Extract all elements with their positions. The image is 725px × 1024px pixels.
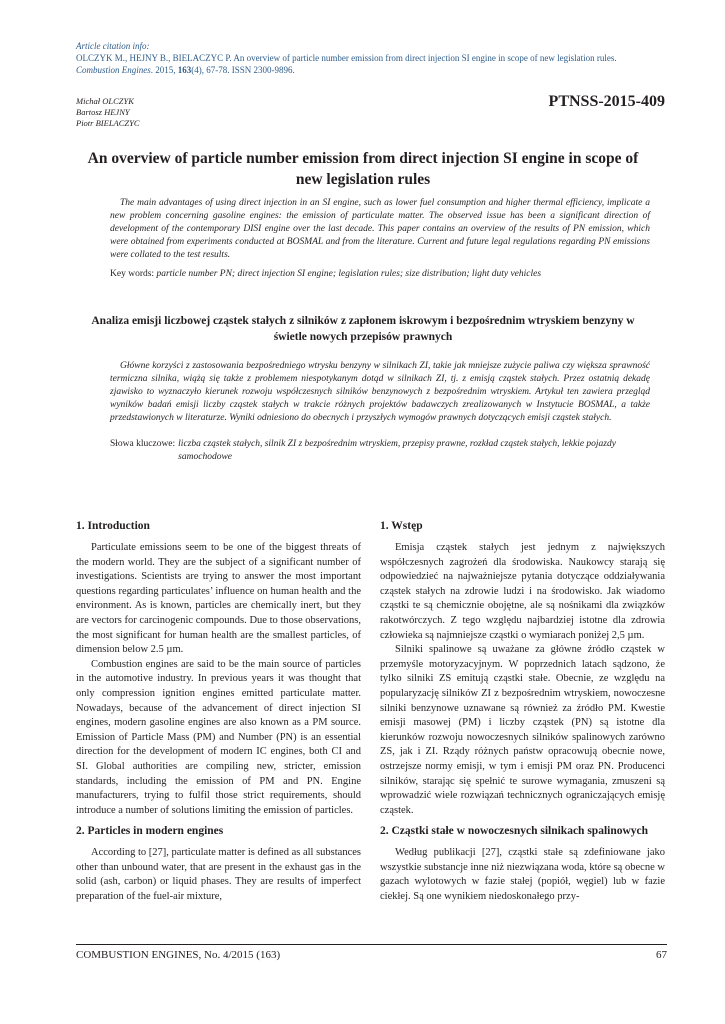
section-heading-czastki: 2. Cząstki stałe w nowoczesnych silnikach spalinowych [380, 825, 649, 838]
keywords-label: Key words: [110, 269, 157, 279]
paragraph: Według publikacji [27], cząstki stałe są zdefiniowane jako wszystkie substancje inne niż niezwiązana woda, które są obecne w gazach wylotowych w fazie stałej (popiół, węgiel) lub w fazie ciekłej. Są one wynikiem niedoskonałego przy- [380, 847, 665, 903]
abstract: The main advantages of using direct injection in an SI engine, such as lower fuel consumption and higher thermal efficiency, implicate a new problem concerning gasoline engines: the emission of particulate matter. The observed issue has been a significant direction of development of the contemporary DISI engine over the last decade. This paper contains an overview of the results of PN emission, which were obtained from experiments conducted at BOSMAL and from the literature. Current and future legal regulations regarding PN emissions were collated to the test results. [110, 198, 650, 261]
paragraph: According to [27], particulate matter is defined as all substances other than unbound water, that are present in the exhaust gas in the solid (ash, carbon) or liquid phases. They are results of imperfect preparation of the fuel-air mixture, [76, 847, 361, 903]
polish-title: Analiza emisji liczbowej cząstek stałych z silników z zapłonem iskrowym i bezpośrednim wtryskiem benzyny w świetle nowych przepisów prawnych [91, 315, 635, 343]
paper-code: PTNSS-2015-409 [548, 93, 665, 110]
author-list [76, 96, 140, 129]
section-heading-introduction: 1. Introduction [76, 520, 150, 532]
citation-text: OLCZYK M., HEJNY B., BIELACZYC P. An overview of particle number emission from direct injection SI engine in scope of new legislation rules. [76, 53, 617, 63]
keywords-value: particle number PN; direct injection SI engine; legislation rules; size distribution; light duty vehicles [156, 269, 542, 279]
keywords [110, 268, 650, 281]
footer-divider [76, 944, 667, 945]
polish-column [380, 519, 665, 905]
polish-keywords-value: liczba cząstek stałych, silnik ZI z bezpośrednim wtryskiem, przepisy prawne, rozkład cząstek stałych, lekkie pojazdy samochodowe [178, 439, 616, 462]
paper-title: An overview of particle number emission from direct injection SI engine in scope of new legislation rules [87, 150, 639, 188]
english-column [76, 519, 361, 905]
paragraph: Combustion engines are said to be the main source of particles in the automotive industry. In previous years it was thought that only compression ignition engines emitted particulate matter. Nowadays, because of the advancement of direct injection SI engines, modern gasoline engines are also known as a PM source. Emission of Particle Mass (PM) and Number (PN) is an essential direction for the development of modern IC engines, both CI and SI. Global authorities are compiling new, stricter, emission standards, including the emission of PM and PN. Engine manufacturers, trying to fulfil those strict requirements, should introduce a number of solutions limiting the emission of particles. [76, 658, 361, 816]
author: Michał OLCZYK [76, 96, 134, 106]
author: Bartosz HEJNY [76, 107, 130, 117]
section-heading-wstep: 1. Wstęp [380, 520, 423, 532]
paragraph: Silniki spalinowe są uważane za główne źródło cząstek w przemyśle motoryzacyjnym. W poprzednich latach sądzono, że tylko silniki ZS emitują cząstki stałe. Obecnie, ze względu na popularyzację silników ZI z bezpośrednim wtryskiem, nowoczesne silniki benzynowe uznawane są również za źródło PM. Kwestie emisji masowej (PM) i liczby cząstek (PN) są istotne dla kierunków rozwoju nowoczesnych silników spalinowych zarówno ZS, jak i ZI. Rządy różnych państw opracowują obecnie nowe, ostrzejsze normy emisji, w tym i emisji PM oraz PN. Producenci silników, starając się spełnić te surowe wymagania, zmuszeni są wprowadzić wiele rozwiązań technicznych ograniczających emisję cząstek. [380, 644, 665, 816]
author: Piotr BIELACZYC [76, 118, 140, 128]
citation-volume: 163 [177, 65, 192, 75]
article-citation [76, 40, 676, 76]
citation-journal: Combustion Engines [76, 65, 151, 75]
paragraph: Particulate emissions seem to be one of the biggest threats of the modern world. They are the subject of a significant number of investigations. Scientists are trying to answer the most important questions regarding particulates’ influence on human health and the environment. As is known, particles are chemically inert, but they are vectors for carcinogenic compounds. Due to those observations, the most significant for human health are the smallest particles, of dimension below 2.5 µm. [76, 542, 361, 656]
page-number: 67 [656, 949, 667, 961]
footer-journal: COMBUSTION ENGINES, No. 4/2015 (163) [76, 949, 281, 961]
paragraph: Emisja cząstek stałych jest jednym z największych współczesnych zagrożeń dla środowiska. Naukowcy starają się odpowiedzieć na najważniejsze pytania dotyczące oddziaływania cząstek stałych na zdrowie ludzi i na środowisko. Jak wiadomo cząstki te są chemicznie obojętne, ale są nośnikami dla związków rakotwórczych. Z tego względu najbardziej istotne dla zdrowia człowieka są najmniejsze cząstki o wymiarach poniżej 2,5 µm. [380, 542, 665, 641]
polish-abstract: Główne korzyści z zastosowania bezpośredniego wtrysku benzyny w silnikach ZI, takie jak mniejsze zużycie paliwa czy większa sprawność termiczna silnika, wiążą się także z problemem niespotykanym dotąd w silnikach ZI, tj. z emisją cząstek stałych. Przez ostatnią dekadę zjawisko to wyznaczyło kierunek rozwoju współczesnych silników benzynowych z bezpośrednim wtryskiem. Artykuł ten zawiera przegląd wyników badań emisji liczby cząstek stałych w trakcie różnych projektów badawczych zrealizowanych w Instytucie BOSMAL, a także przedstawionych w literaturze. Wyniki odniesiono do obecnych i przyszłych wymogów prawnych dotyczących emisji cząstek stałych. [110, 361, 650, 424]
citation-details: Combustion Engines. 2015, 163(4), 67-78. ISSN 2300-9896. [76, 65, 295, 75]
citation-label: Article citation info: [76, 41, 150, 51]
polish-keywords-label: Słowa kluczowe: [110, 439, 176, 449]
polish-keywords [110, 438, 650, 464]
section-heading-particles: 2. Particles in modern engines [76, 825, 224, 838]
